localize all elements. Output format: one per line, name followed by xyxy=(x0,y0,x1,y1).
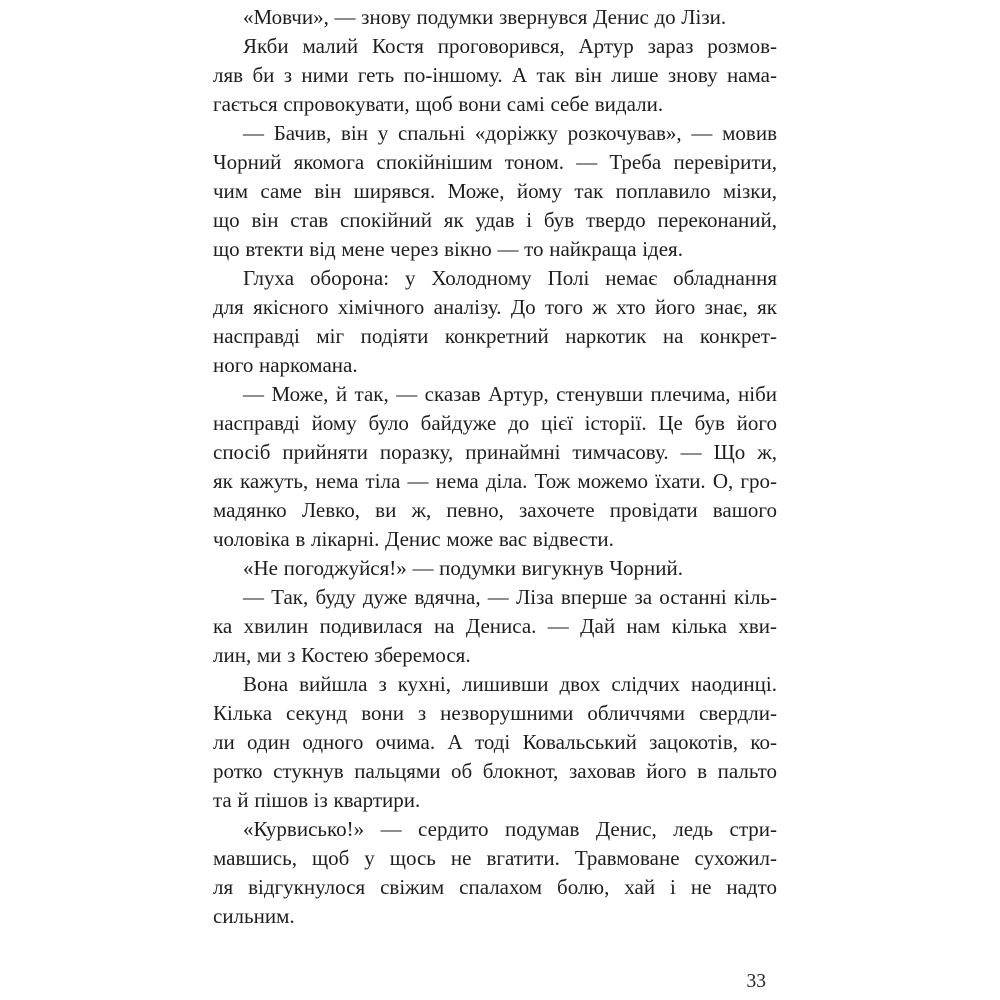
text-line: «Мовчи», — знову подумки звернувся Денис до Лізи. xyxy=(243,5,727,29)
text-line: ляв би з ними геть по-іншому. А так він лише знову нама- xyxy=(213,63,777,87)
text-line: ли один одного очима. А тоді Ковальський зацокотів, ко- xyxy=(213,730,777,754)
text-line: ля відгукнулося свіжим спалахом болю, хай і не надто xyxy=(213,875,777,899)
paragraph xyxy=(213,554,777,583)
paragraph xyxy=(213,815,777,931)
text-line: насправді міг подіяти конкретний наркотик на конкрет- xyxy=(213,324,777,348)
text-line: Вона вийшла з кухні, лишивши двох слідчих наодинці. xyxy=(243,672,777,696)
text-line: насправді йому було байдуже до цієї історії. Це був його xyxy=(213,411,777,435)
text-line: ного наркомана. xyxy=(213,353,358,377)
paragraph xyxy=(213,670,777,815)
text-line: сильним. xyxy=(213,904,295,928)
text-line: мавшись, щоб у щось не вгатити. Травмоване сухожил- xyxy=(213,846,777,870)
text-line: чоловіка в лікарні. Денис може вас відвести. xyxy=(213,527,614,551)
text-line: як кажуть, нема тіла — нема діла. Тож можемо їхати. О, гро- xyxy=(213,469,777,493)
paragraph xyxy=(213,264,777,380)
text-line: Якби малий Костя проговорився, Артур зараз розмов- xyxy=(243,34,777,58)
text-line: ка хвилин подивилася на Дениса. — Дай нам кілька хви- xyxy=(213,614,777,638)
paragraph xyxy=(213,32,777,119)
text-line: ротко стукнув пальцями об блокнот, заховав його в пальто xyxy=(213,759,777,783)
text-line: гається спровокувати, щоб вони самі себе видали. xyxy=(213,92,664,116)
page-number: 33 xyxy=(746,971,766,992)
paragraph xyxy=(213,583,777,670)
paragraph xyxy=(213,380,777,554)
text-line: що втекти від мене через вікно — то найкраща ідея. xyxy=(213,237,683,261)
text-line: «Не погоджуйся!» — подумки вигукнув Чорний. xyxy=(243,556,683,580)
paragraph xyxy=(213,3,777,32)
text-line: — Може, й так, — сказав Артур, стенувши плечима, ніби xyxy=(243,382,777,406)
text-line: — Бачив, він у спальні «доріжку розкочував», — мовив xyxy=(243,121,777,145)
text-line: та й пішов із квартири. xyxy=(213,788,421,812)
text-line: що він став спокійний як удав і був твердо переконаний, xyxy=(213,208,777,232)
text-line: чим саме він ширявся. Може, йому так поплавило мізки, xyxy=(213,179,777,203)
text-line: — Так, буду дуже вдячна, — Ліза вперше за останні кіль- xyxy=(243,585,777,609)
text-line: для якісного хімічного аналізу. До того ж хто його знає, як xyxy=(213,295,777,319)
text-line: Чорний якомога спокійнішим тоном. — Треба перевірити, xyxy=(213,150,777,174)
text-line: «Курвисько!» — сердито подумав Денис, ледь стри- xyxy=(243,817,777,841)
text-line: мадянко Левко, ви ж, певно, захочете провідати вашого xyxy=(213,498,777,522)
paragraph xyxy=(213,119,777,264)
page-text xyxy=(213,3,777,931)
text-line: Кілька секунд вони з незворушними обличчями свердли- xyxy=(213,701,777,725)
text-line: спосіб прийняти поразку, принаймні тимчасову. — Що ж, xyxy=(213,440,777,464)
text-line: лин, ми з Костею зберемося. xyxy=(213,643,471,667)
text-line: Глуха оборона: у Холодному Полі немає обладнання xyxy=(243,266,777,290)
